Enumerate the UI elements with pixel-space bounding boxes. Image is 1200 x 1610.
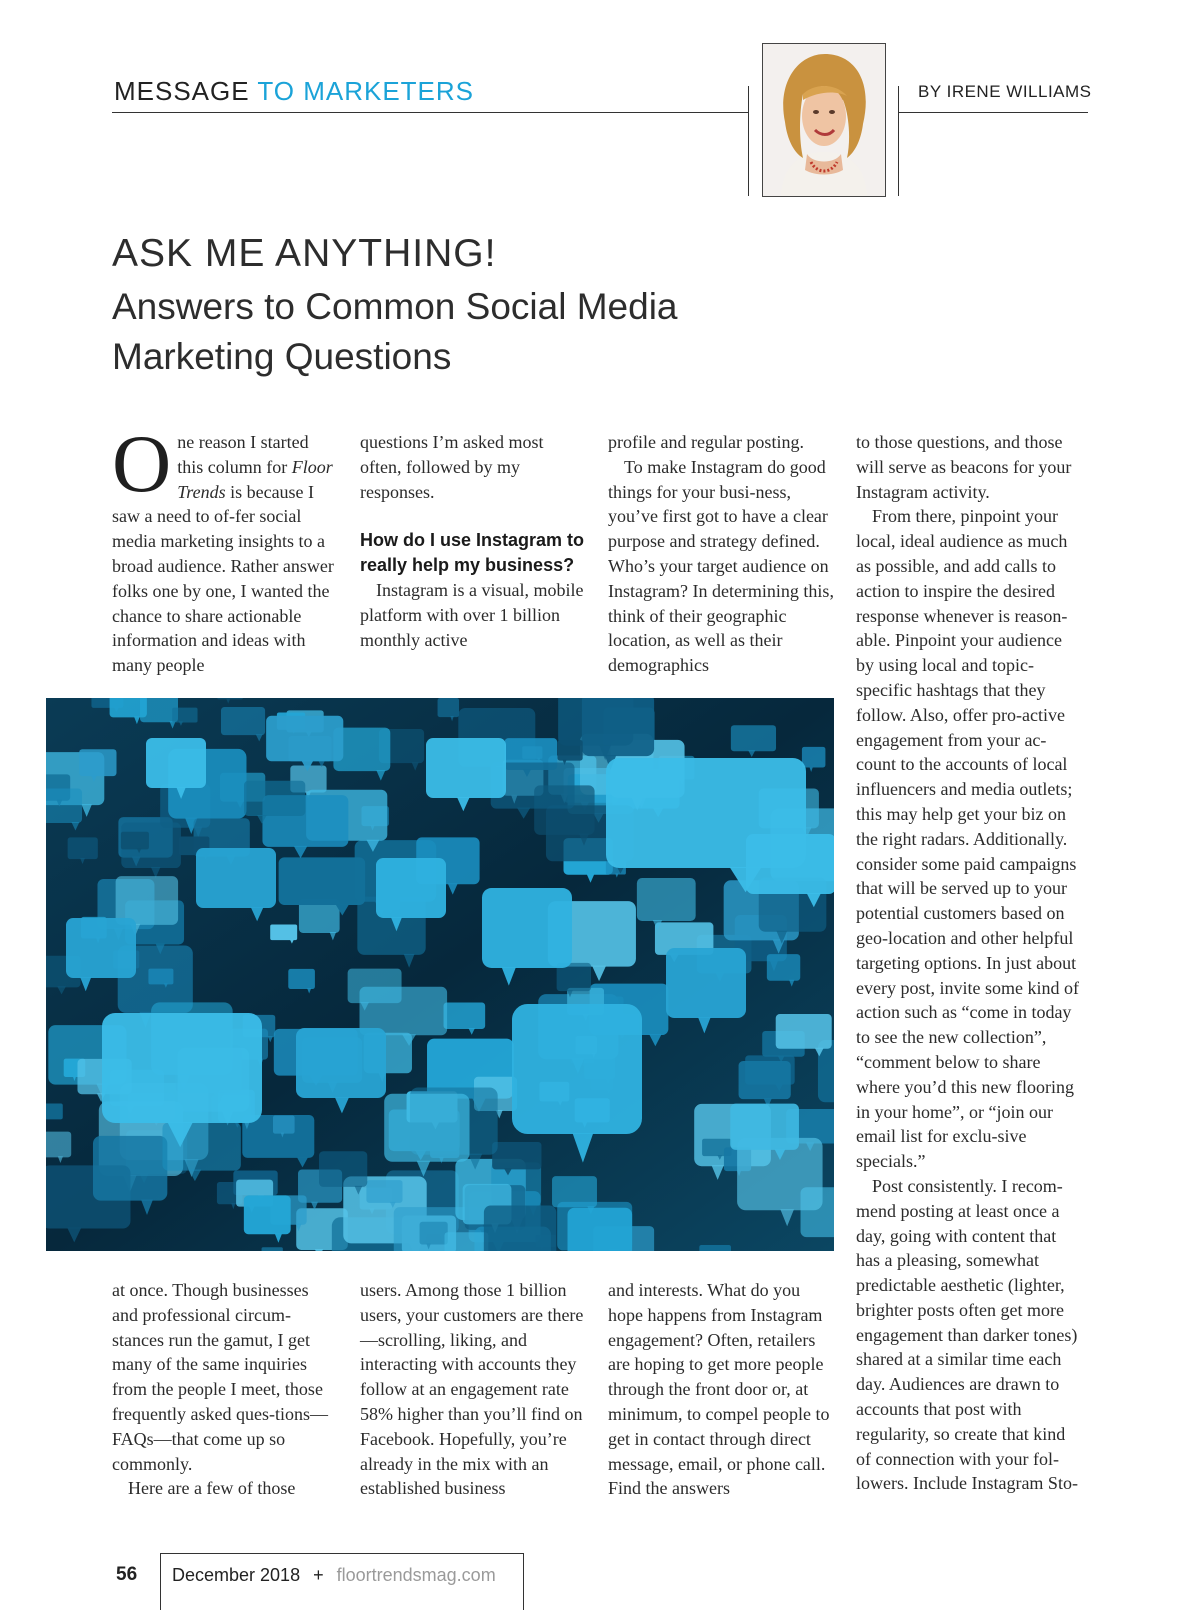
header-vrule-left (748, 86, 749, 196)
speech-bubble-shape (568, 1208, 633, 1251)
website-link[interactable]: floortrendsmag.com (336, 1565, 496, 1585)
intro-rest: is because I saw a need to of-fer social media marketing insights to a broad audience. Rather answer folks one by one, I wanted the chance to share actionable information and ideas with many people (112, 481, 334, 676)
col4-paragraph-1: to those questions, and those will serve as beacons for your Instagram activity. (856, 432, 1072, 502)
header-rule-left (112, 112, 748, 113)
section-label (114, 76, 474, 107)
header-rule-right (898, 112, 1088, 113)
speech-bubbles-image (46, 698, 834, 1251)
col2-paragraph-1: questions I’m asked most often, followed by my responses. (360, 432, 544, 502)
article-title: ASK ME ANYTHING! (112, 232, 497, 275)
speech-bubble-shape (699, 1245, 731, 1251)
speech-bubble-shape (484, 1205, 556, 1251)
column-2-top (360, 430, 586, 652)
author-portrait (762, 43, 886, 197)
col1-bottom-paragraph-2: Here are a few of those (128, 1478, 296, 1499)
col4-paragraph-3: Post consistently. I recom-mend posting at least once a day, going with content that has a pleasing, somewhat predictable aesthetic (lighter, brighter posts often get more engagement than darker tones) shared at a similar time each day. Audiences are drawn to accounts that post with regularity, so create that kind of connection with your fol-lowers. Include Instagram Sto- (856, 1175, 1078, 1494)
column-2-bottom (360, 1278, 586, 1501)
column-3-bottom (608, 1278, 834, 1501)
col3-bottom-paragraph-1: and interests. What do you hope happens from Instagram engagement? Often, retailers are hoping to get more people through the front door or, at minimum, to compel people to get in contact through direct message, email, or phone call. Find the answers (608, 1280, 830, 1499)
byline: BY IRENE WILLIAMS (918, 82, 1092, 101)
col2-paragraph-2: Instagram is a visual, mobile platform with over 1 billion monthly active (360, 579, 584, 650)
speech-bubble-shape (445, 1232, 489, 1251)
publication-name: Floor Trends (177, 456, 333, 502)
footer-separator: + (313, 1565, 324, 1585)
page-number: 56 (116, 1564, 138, 1585)
col4-paragraph-2: From there, pinpoint your local, ideal audience as much as possible, and add calls to action to inspire the desired response whenever is reason-able. Pinpoint your audience by using local and topic-specific hashtags that they follow. Also, offer pro-active engagement from your ac-count to the accounts of local influencers and media outlets; this may help get your biz on the right radars. Additionally. consider some paid campaigns that will be served up to your potential customers based on geo-location and other helpful targeting options. In just about every post, invite some kind of action such as “come in today to see the new collection”, “comment below to share where you’d this new flooring in your home”, or “join our email list for exclu-sive specials.” (856, 506, 1079, 1172)
column-1-top (112, 418, 334, 678)
speech-bubbles-art (46, 698, 834, 1251)
col1-bottom-paragraph-1: at once. Though businesses and professional circum-stances run the gamut, I get many of the same inquiries from the people I meet, those frequently asked ques-tions—FAQs—that come up so commonly. (112, 1280, 328, 1474)
section-label-main: MESSAGE (114, 76, 250, 106)
intro-lead: ne reason I started this column for (177, 432, 309, 477)
question-heading: How do I use Instagram to really help my business? (360, 530, 585, 576)
footer-issue-line (172, 1565, 496, 1586)
column-4 (856, 430, 1082, 1496)
subtitle-line-2: Marketing Questions (112, 336, 452, 377)
author-portrait-image (763, 44, 885, 196)
header-vrule-right (898, 86, 899, 196)
col2-bottom-paragraph-1: users. Among those 1 billion users, your customers are there—scrolling, liking, and interacting with accounts they follow at an engagement rate 58% higher than you’ll find on Facebook. Hopefully, you’re already in the mix with an established business (360, 1280, 584, 1499)
column-1-bottom (112, 1278, 334, 1501)
col3-paragraph-2: To make Instagram do good things for your busi-ness, you’ve first got to have a clear purpose and strategy defined. Who’s your target audience on Instagram? In determining this, think of their geographic location, as well as their demographics (608, 456, 834, 676)
speech-bubble-shape (262, 1247, 283, 1251)
column-3-top (608, 430, 834, 678)
col3-paragraph-1: profile and regular posting. (608, 432, 804, 452)
issue-date: December 2018 (172, 1565, 301, 1585)
drop-cap: O (112, 418, 172, 509)
section-label-accent: TO MARKETERS (257, 76, 475, 106)
subtitle-line-1: Answers to Common Social Media (112, 286, 678, 327)
article-subtitle (112, 282, 812, 382)
